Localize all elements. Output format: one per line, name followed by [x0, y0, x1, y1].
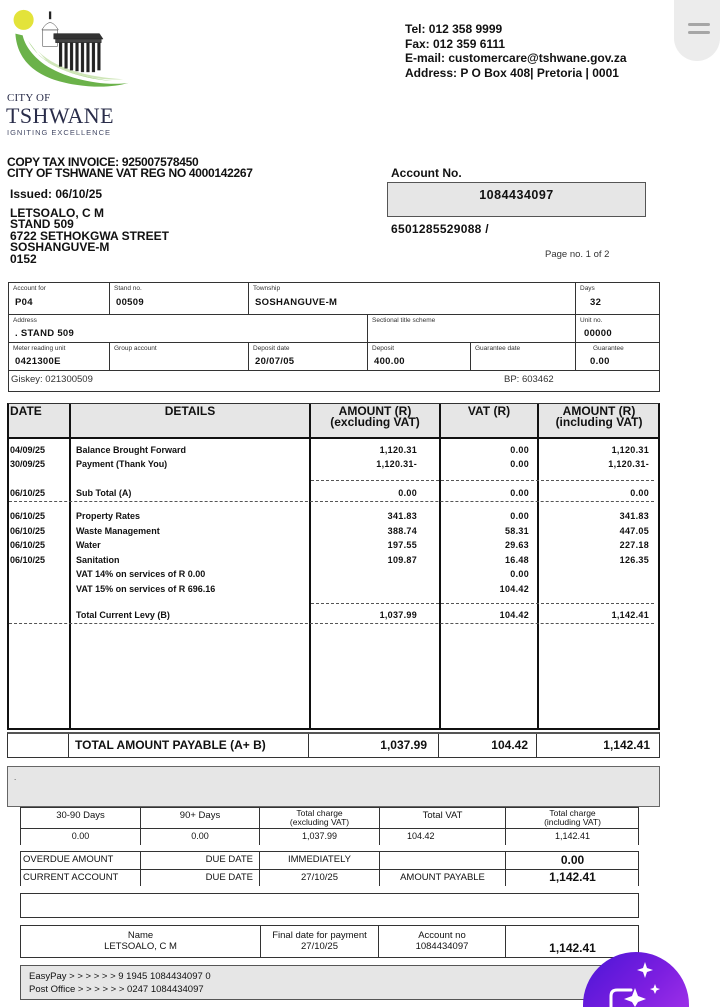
aging-30-90-value: 0.00	[71, 831, 90, 841]
row-vat: 0.00	[510, 488, 529, 498]
row-vat: 58.31	[504, 525, 529, 536]
unit-no-label: Unit no.	[580, 317, 603, 324]
aging-90-plus-value: 0.00	[140, 829, 259, 845]
row-vat: 16.48	[504, 554, 529, 565]
guarantee-date-cell	[471, 343, 576, 371]
customer-address-line: STAND 509	[10, 217, 74, 232]
remittance-table	[20, 925, 639, 958]
row-date: 04/09/25	[10, 445, 46, 455]
logo-city-of: CITY OF	[7, 92, 51, 104]
row-amount-excl: 388.74	[387, 525, 417, 536]
row-date: 06/10/25	[10, 525, 46, 536]
final-date-label: Final date for payment	[272, 930, 367, 941]
post-office-code: Post Office > > > > > > 0247 1084434097	[29, 984, 204, 995]
guarantee-value: 0.00	[590, 356, 610, 367]
days-cell	[576, 283, 659, 315]
giskey: Giskey: 021300509	[11, 374, 93, 385]
easypay-code: EasyPay > > > > > > 9 1945 1084434097 0	[29, 971, 211, 982]
meter-unit-label: Meter reading unit	[13, 345, 66, 352]
overdue-amount-label: OVERDUE AMOUNT	[23, 854, 114, 865]
payment-codes	[20, 965, 650, 1000]
empty-box	[20, 893, 639, 918]
final-date: 27/10/25	[301, 941, 338, 952]
deposit-value: 400.00	[374, 356, 405, 367]
row-amount-incl: 227.18	[619, 540, 649, 550]
total-excl-vat: 1,037.99	[380, 738, 427, 752]
account-no-box	[387, 182, 646, 217]
contact-address: Address: P O Box 408| Pretoria | 0001	[405, 65, 619, 80]
ai-assistant-button[interactable]	[583, 952, 689, 1007]
sectional-title-cell	[368, 315, 576, 343]
row-amount-incl: 1,120.31	[611, 445, 649, 455]
remit-final-date-cell	[260, 926, 378, 957]
row-amount-incl: 1,120.31-	[608, 459, 649, 469]
total-payable-row	[7, 732, 660, 758]
account-for-value: P04	[15, 297, 33, 308]
overdue-due-date-label: DUE DATE	[140, 852, 259, 885]
column-divider	[537, 404, 539, 728]
row-vat: 104.42	[499, 610, 529, 620]
total-charge-incl-header-line2: (including VAT)	[544, 817, 601, 827]
contact-block	[405, 22, 627, 80]
row-vat: 0.00	[510, 459, 529, 469]
logo-emblem-icon	[6, 8, 138, 92]
row-amount-excl: 0.00	[398, 488, 417, 498]
remit-name-cell	[21, 926, 260, 957]
customer-address	[10, 208, 169, 265]
header-amount-incl-line1: AMOUNT (R)	[562, 404, 636, 418]
total-vat-value: 104.42	[379, 829, 505, 845]
row-amount-incl: 1,142.41	[611, 610, 649, 620]
deposit-label: Deposit	[372, 345, 395, 352]
remit-account-cell	[378, 926, 505, 957]
remit-account-label: Account no	[418, 930, 466, 941]
header-amount-incl	[539, 404, 659, 428]
remit-account-no: 1084434097	[415, 941, 469, 952]
total-charge-excl-header-line1: Total charge	[296, 808, 343, 818]
address-value: . STAND 509	[15, 328, 75, 339]
account-no-value: 1084434097	[479, 188, 554, 202]
row-vat: 0.00	[510, 511, 529, 521]
header-amount-incl-line2: (including VAT)	[555, 415, 643, 429]
header-amount-excl-line1: AMOUNT (R)	[338, 404, 412, 418]
row-date: 06/10/25	[10, 488, 46, 498]
current-account-label: CURRENT ACCOUNT	[23, 872, 119, 883]
customer-name: LETSOALO, C M	[10, 206, 104, 220]
message-text: .	[14, 773, 17, 782]
header-amount-excl	[311, 404, 439, 428]
row-date: 06/10/25	[10, 511, 46, 521]
row-amount-excl: 1,120.31-	[376, 459, 417, 469]
row-amount-excl: 1,120.31	[379, 445, 417, 455]
guarantee-cell	[576, 343, 659, 371]
current-due-date: 27/10/25	[259, 870, 379, 886]
city-logo	[6, 8, 138, 137]
due-table	[20, 851, 639, 886]
contact-email[interactable]: E-mail: customercare@tshwane.gov.za	[405, 51, 627, 65]
township-label: Township	[253, 285, 281, 292]
aging-30-90-header: 30-90 Days	[56, 810, 105, 821]
unit-no-cell	[576, 315, 659, 343]
total-vat: 104.42	[491, 738, 528, 752]
transactions-table	[7, 403, 660, 730]
row-details: Total Current Levy (B)	[76, 610, 170, 620]
bp-number: BP: 603462	[504, 374, 554, 385]
row-details: Sanitation	[76, 554, 120, 565]
table-header	[9, 404, 658, 439]
vat-reg-no: CITY OF TSHWANE VAT REG NO 4000142267	[7, 166, 253, 180]
row-vat: 29.63	[504, 540, 529, 550]
deposit-cell	[368, 343, 471, 371]
aging-90-plus-header: 90+ Days	[140, 808, 259, 844]
total-charge-excl-header-line2: (excluding VAT)	[289, 817, 350, 827]
column-divider	[69, 404, 71, 728]
address-label: Address	[13, 317, 37, 324]
customer-address-line: SOSHANGUVE-M	[10, 240, 110, 255]
column-divider	[309, 404, 311, 728]
row-amount-excl: 1,037.99	[379, 610, 417, 620]
township-cell	[249, 283, 576, 315]
deposit-date-cell	[249, 343, 368, 371]
current-due-date-label: DUE DATE	[140, 870, 259, 886]
row-vat: 0.00	[510, 569, 529, 579]
stand-no-value: 00509	[116, 297, 144, 308]
days-value: 32	[590, 297, 602, 308]
guarantee-label: Guarantee	[593, 345, 624, 352]
row-date: 30/09/25	[10, 459, 46, 469]
account-info-grid	[8, 282, 660, 392]
dashed-separator	[9, 623, 654, 624]
unit-no-value: 00000	[584, 328, 612, 339]
issued-date: Issued: 06/10/25	[10, 187, 103, 201]
logo-tagline: IGNITING EXCELLENCE	[7, 128, 112, 137]
logo-city-name: TSHWANE	[6, 103, 114, 128]
row-date: 06/10/25	[10, 540, 46, 550]
days-label: Days	[580, 285, 595, 292]
contact-fax: Fax: 012 359 6111	[405, 36, 506, 51]
row-details: Waste Management	[76, 525, 160, 536]
row-details: Water	[76, 540, 101, 550]
customer-address-line: 6722 SETHOKGWA STREET	[10, 228, 169, 243]
contact-tel: Tel: 012 358 9999	[405, 22, 503, 36]
total-charge-incl-value: 1,142.41	[505, 829, 639, 845]
group-account-label: Group account	[114, 345, 157, 352]
remit-name: LETSOALO, C M	[104, 941, 177, 952]
row-amount-incl: 126.35	[619, 554, 649, 565]
meter-unit-value: 0421300E	[15, 356, 61, 367]
dashed-separator	[311, 603, 654, 604]
row-amount-excl: 109.87	[387, 554, 417, 565]
row-details: Property Rates	[76, 511, 141, 521]
group-account-cell	[110, 343, 249, 371]
header-amount-excl-line2: (excluding VAT)	[330, 415, 420, 429]
total-payable-label: TOTAL AMOUNT PAYABLE (A+ B)	[75, 738, 266, 752]
customer-postal-code: 0152	[10, 251, 37, 266]
amount-payable-label: AMOUNT PAYABLE	[379, 870, 505, 886]
account-for-cell	[9, 283, 110, 315]
header-date: DATE	[10, 404, 42, 418]
deposit-date-label: Deposit date	[253, 345, 290, 352]
aging-values-row	[21, 828, 638, 845]
row-amount-excl: 197.55	[387, 540, 417, 550]
current-amount: 1,142.41	[505, 870, 639, 886]
row-details: VAT 14% on services of R 0.00	[76, 569, 206, 579]
current-account-row	[21, 869, 638, 886]
sectional-title-label: Sectional title scheme	[372, 317, 436, 324]
account-no-label: Account No.	[391, 166, 462, 180]
overdue-due-date: IMMEDIATELY	[259, 852, 379, 885]
township-value: SOSHANGUVE-M	[255, 297, 338, 308]
row-details: Balance Brought Forward	[76, 445, 187, 455]
message-box	[7, 766, 660, 807]
row-amount-incl: 0.00	[630, 488, 649, 498]
row-vat: 104.42	[499, 583, 529, 594]
column-divider	[439, 404, 441, 728]
total-incl-vat: 1,142.41	[603, 738, 650, 752]
meter-unit-cell	[9, 343, 110, 371]
stand-no-label: Stand no.	[114, 285, 142, 292]
row-details: VAT 15% on services of R 696.16	[76, 583, 216, 594]
dashed-separator	[311, 480, 654, 481]
account-for-label: Account for	[13, 285, 46, 292]
total-charge-excl-value: 1,037.99	[259, 829, 379, 845]
aging-table	[20, 807, 639, 845]
total-vat-header: Total VAT	[379, 808, 505, 844]
total-charge-incl-header-line1: Total charge	[549, 808, 596, 818]
stand-no-cell	[110, 283, 249, 315]
row-details: Payment (Thank You)	[76, 459, 168, 469]
remit-amount: 1,142.41	[505, 926, 639, 957]
guarantee-date-label: Guarantee date	[475, 345, 521, 352]
remit-name-label: Name	[127, 930, 154, 941]
row-date: 06/10/25	[10, 554, 46, 565]
row-amount-incl: 341.83	[619, 511, 649, 521]
header-vat: VAT (R)	[467, 404, 511, 418]
deposit-date-value: 20/07/05	[255, 356, 295, 367]
id-number: 6501285529088 /	[391, 222, 489, 236]
sparkle-icon	[583, 952, 689, 1007]
row-details: Sub Total (A)	[76, 488, 132, 498]
page-number: Page no. 1 of 2	[545, 249, 610, 260]
header-details: DETAILS	[164, 404, 216, 418]
menu-button[interactable]	[674, 0, 720, 61]
dashed-separator	[9, 501, 654, 502]
row-amount-incl: 447.05	[619, 525, 649, 536]
row-amount-excl: 341.83	[387, 511, 417, 521]
overdue-amount: 0.00	[505, 852, 639, 885]
invoice-title: COPY TAX INVOICE: 925007578450	[7, 155, 199, 169]
row-vat: 0.00	[510, 445, 529, 455]
address-cell	[9, 315, 368, 343]
